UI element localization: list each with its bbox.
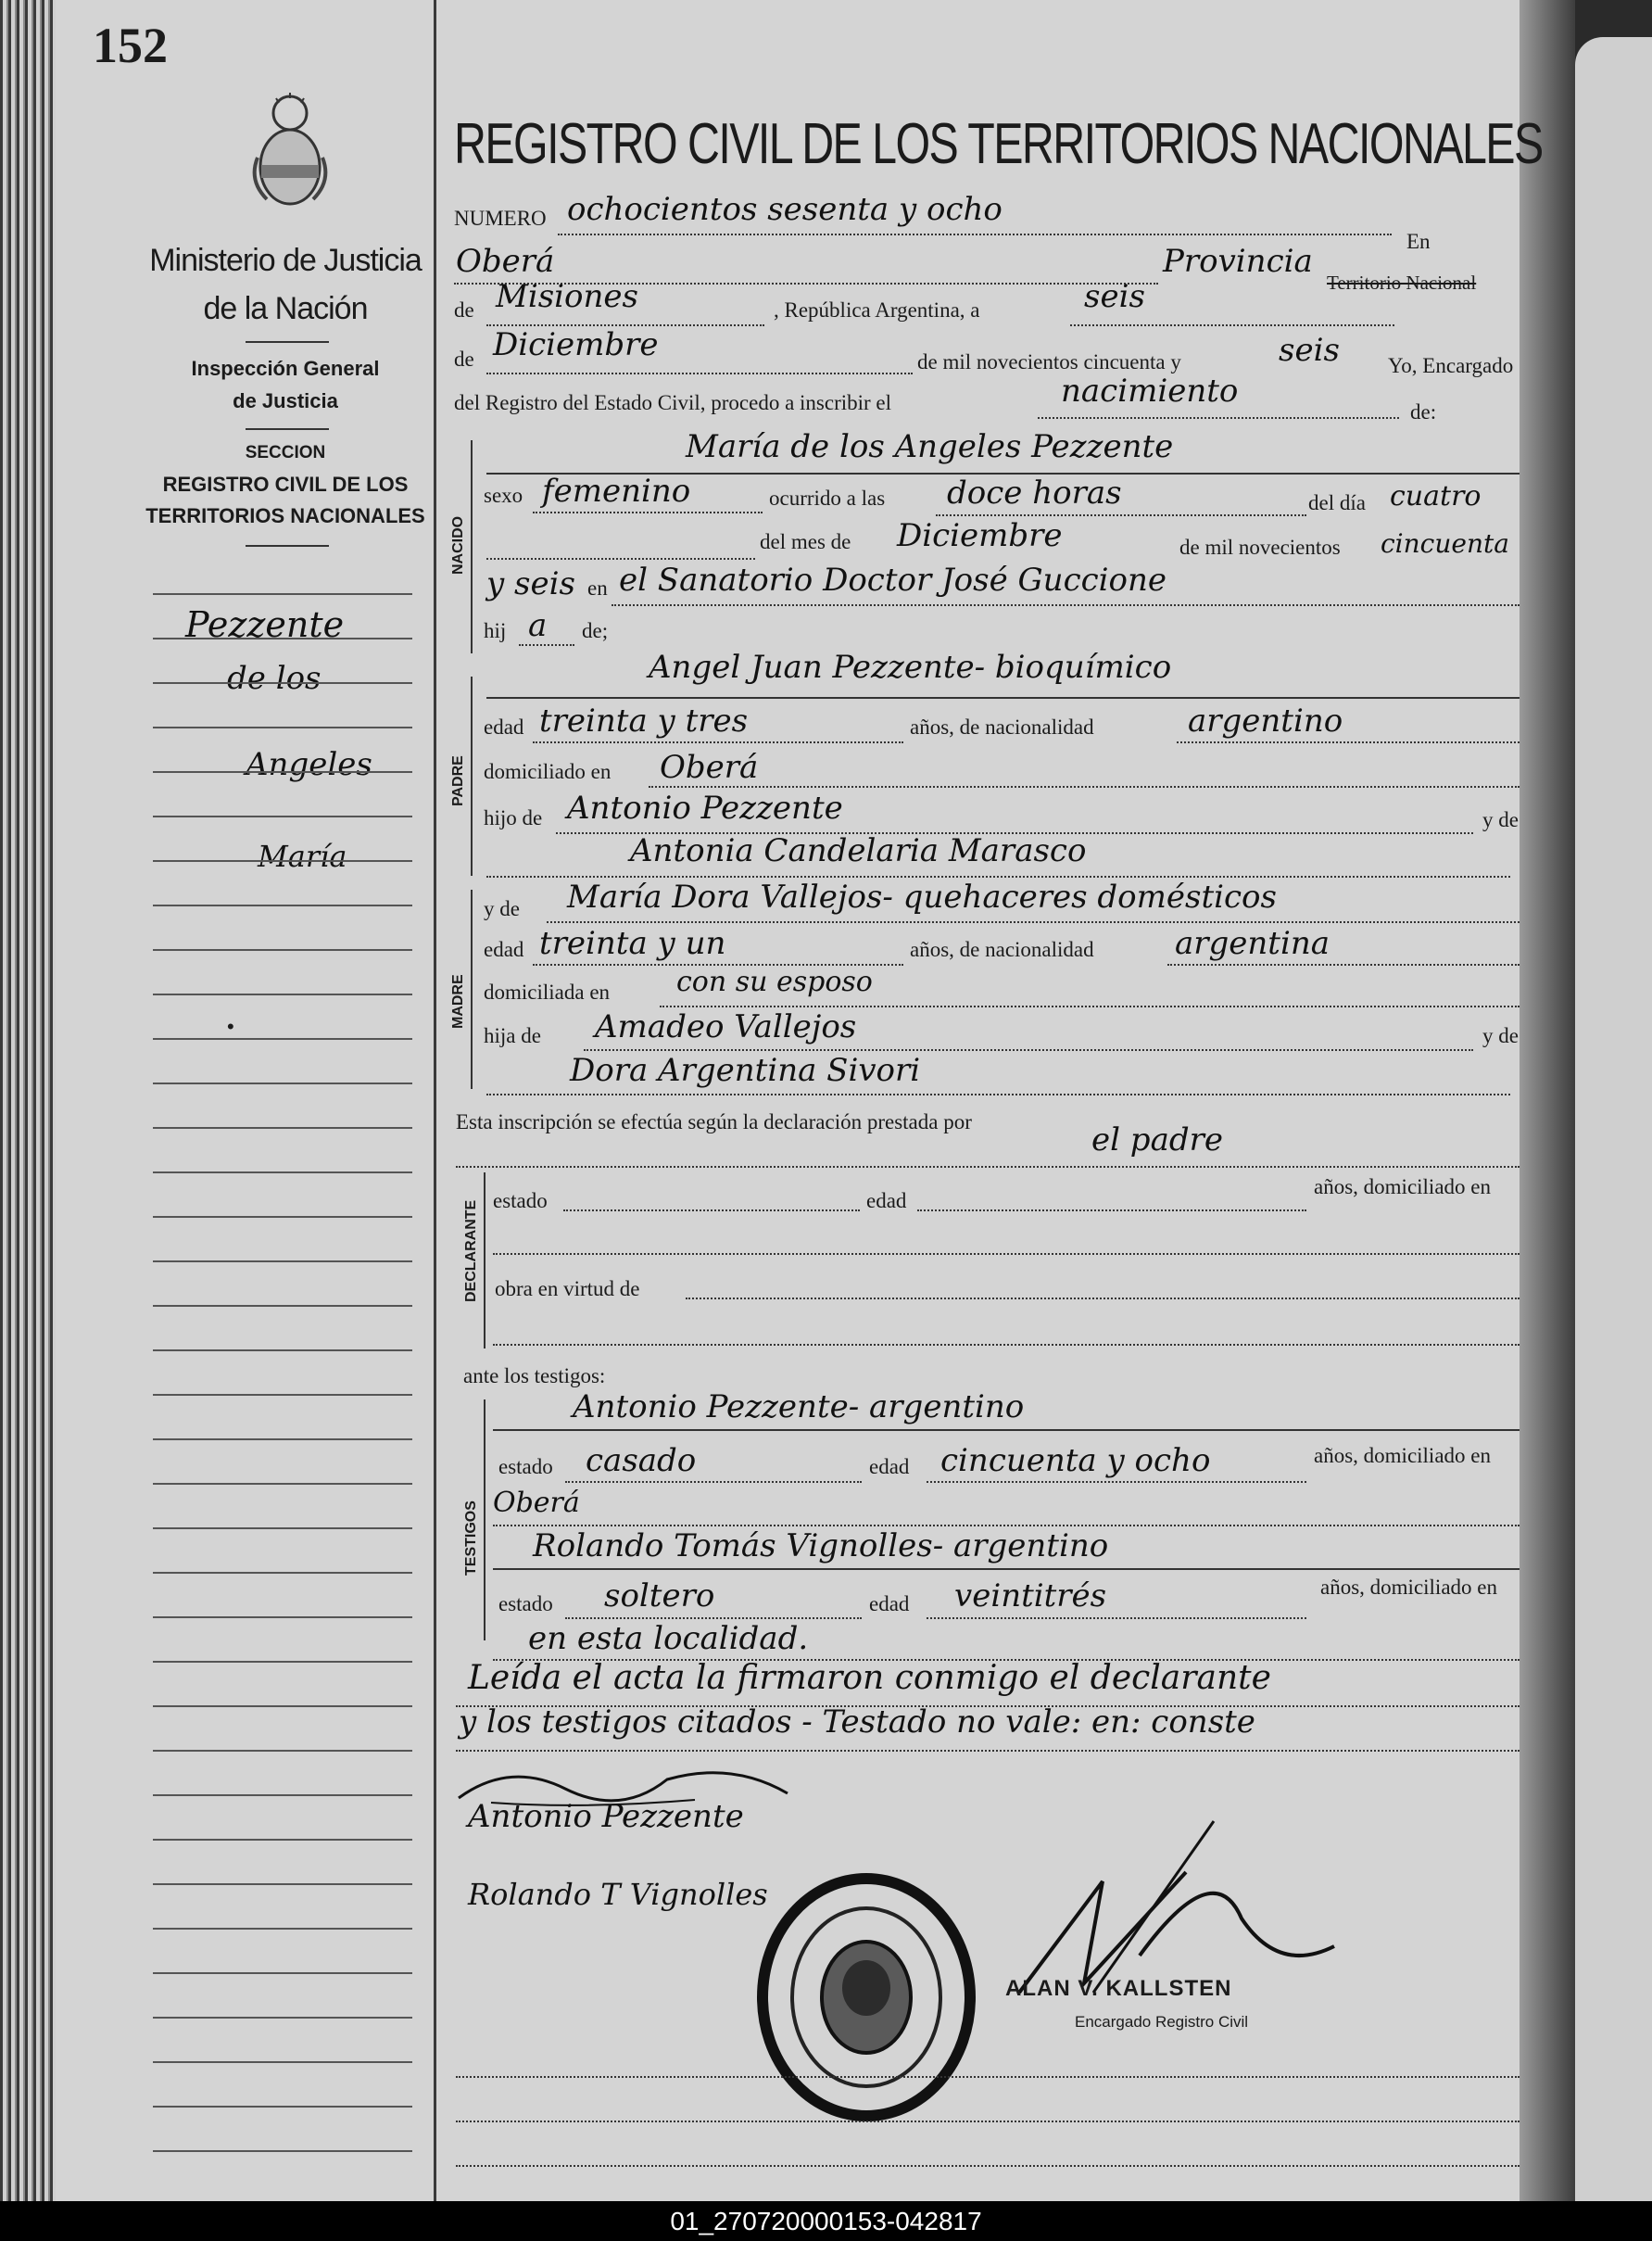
testigo1: Antonio Pezzente- argentino xyxy=(573,1388,1025,1425)
testigos-bracket xyxy=(484,1399,486,1640)
madre-nombre-rule xyxy=(547,921,1520,923)
dia-rule xyxy=(1070,324,1394,326)
official-stamp xyxy=(755,1872,977,2122)
sidebar-rule-line xyxy=(153,771,412,774)
padre-nac: argentino xyxy=(1188,703,1343,740)
sidebar-rule-line xyxy=(153,1572,412,1575)
padre-nac-label: años, de nacionalidad xyxy=(910,715,1094,739)
testigo2-rule xyxy=(493,1568,1520,1570)
de-label: de xyxy=(454,298,474,322)
t1-dom-rule xyxy=(493,1525,1520,1526)
sidebar-rule-line xyxy=(153,638,412,640)
hij-label: hij xyxy=(484,619,507,642)
anio-label: de mil novecientos cincuenta y xyxy=(917,350,1181,374)
declarante-bracket xyxy=(484,1172,486,1348)
padre-hijo-de-label: hijo de xyxy=(484,806,543,829)
sidebar-rule-line xyxy=(153,2017,412,2019)
sidebar-rule-line xyxy=(153,1260,412,1263)
deldia-label: del día xyxy=(1308,491,1366,514)
madre-edad: treinta y un xyxy=(539,925,726,962)
section-line1: REGISTRO CIVIL DE LOS xyxy=(162,473,409,496)
ministry-line1: Ministerio de Justicia xyxy=(149,243,422,278)
image-caption: 01_270720000153-042817 xyxy=(0,2201,1652,2241)
sidebar-rule-line xyxy=(153,1171,412,1174)
testigo1-edad: cincuenta y ocho xyxy=(940,1442,1211,1479)
sidebar-rule-line xyxy=(153,816,412,818)
section-label: SECCION xyxy=(245,443,326,462)
margin-note-2: de los xyxy=(227,660,322,697)
obra-label: obra en virtud de xyxy=(495,1277,640,1300)
sidebar-rule-line xyxy=(153,1038,412,1041)
obra-rule-2 xyxy=(493,1344,1520,1346)
sidebar-rule-line xyxy=(153,1083,412,1085)
t1-estado-rule xyxy=(565,1481,862,1483)
padre-madre-rule xyxy=(486,876,1510,878)
dia-nac-value: cuatro xyxy=(1390,480,1482,513)
en2-label: en xyxy=(587,576,608,600)
inspection-line2: de Justicia xyxy=(233,389,338,412)
decl-dom-rule xyxy=(493,1253,1520,1255)
sidebar-rule-line xyxy=(153,1661,412,1664)
hij-rule xyxy=(519,644,574,646)
padre-dom-rule xyxy=(649,786,1520,788)
delmes-label: del mes de xyxy=(760,530,851,553)
de3-label: de; xyxy=(582,619,609,642)
numero-label: NUMERO xyxy=(454,207,547,230)
ministry-line2: de la Nación xyxy=(203,291,368,326)
nacido-bracket xyxy=(471,440,473,653)
sidebar-rule-line xyxy=(153,1483,412,1486)
sidebar-rule-3 xyxy=(246,545,329,547)
decl-edad-rule xyxy=(917,1209,1306,1211)
madre-madre: Dora Argentina Sivori xyxy=(570,1052,921,1089)
hora-rule xyxy=(936,514,1306,516)
padre-bracket xyxy=(471,677,473,876)
numero-rule xyxy=(558,234,1392,235)
sidebar-rule-line xyxy=(153,1972,412,1975)
de-mes-label: de xyxy=(454,348,474,371)
provincia-value: Provincia xyxy=(1163,243,1313,280)
sidebar-rule-line xyxy=(153,860,412,863)
coat-of-arms-icon xyxy=(248,93,332,209)
testigo2-estado: soltero xyxy=(604,1577,715,1614)
obra-rule xyxy=(686,1298,1520,1299)
mes-nac-value: Diciembre xyxy=(897,517,1063,554)
padre-dom: Oberá xyxy=(660,749,759,786)
closing-line-1: Leída el acta la firmaron conmigo el declarante xyxy=(468,1659,1271,1697)
signature-1: Antonio Pezzente xyxy=(468,1798,744,1835)
footer-rule-line xyxy=(456,2076,1520,2078)
sidebar-rule-line xyxy=(153,727,412,729)
sidebar-rule-line xyxy=(153,994,412,996)
sidebar-rule-line xyxy=(153,1928,412,1931)
acto-value: nacimiento xyxy=(1061,373,1239,410)
sidebar-rule-line xyxy=(153,2061,412,2064)
sidebar-rule-line xyxy=(153,1839,412,1842)
sidebar-rule-line xyxy=(153,1349,412,1352)
sidebar-rule-line xyxy=(153,1527,412,1530)
madre-nac: argentina xyxy=(1175,925,1330,962)
yo-label: Yo, Encargado xyxy=(1388,354,1514,377)
declarante-tag: DECLARANTE xyxy=(463,1199,479,1302)
testigo1-rule xyxy=(493,1429,1520,1431)
sexo-label: sexo xyxy=(484,484,523,507)
closing-line-2: y los testigos citados - Testado no vale: en: conste xyxy=(459,1703,1255,1741)
register-title: REGISTRO CIVIL DE LOS TERRITORIOS NACIONALES xyxy=(454,112,1543,176)
sidebar-rule-line xyxy=(153,949,412,952)
anio-nac-value2: y seis xyxy=(486,565,575,602)
provincia-name: Misiones xyxy=(496,278,638,315)
blank-rule xyxy=(486,558,755,560)
sidebar-rule-line xyxy=(153,2150,412,2153)
sidebar-rule-line xyxy=(153,1394,412,1397)
padre-edad: treinta y tres xyxy=(539,703,749,740)
madre-dom: con su esposo xyxy=(676,966,873,998)
nombre-value: María de los Angeles Pezzente xyxy=(686,428,1174,465)
madre-dom-label: domiciliada en xyxy=(484,981,611,1004)
margin-note-1: Pezzente xyxy=(185,604,345,645)
registro-label: del Registro del Estado Civil, procedo a inscribir el xyxy=(454,391,892,414)
t1-edad-rule xyxy=(927,1481,1306,1483)
section-line2: TERRITORIOS NACIONALES xyxy=(145,504,425,527)
sexo-rule xyxy=(533,512,763,513)
testigo2-dom: en esta localidad. xyxy=(528,1620,809,1657)
territorio-label: Territorio Nacional xyxy=(1327,272,1477,294)
binding-shadow xyxy=(1520,0,1575,2201)
margin-dot: • xyxy=(227,1015,234,1038)
inscripcion-label: Esta inscripción se efectúa según la declaración prestada por xyxy=(456,1110,972,1133)
inspection-line1: Inspección General xyxy=(191,357,380,380)
decl-estado-label: estado xyxy=(493,1189,548,1212)
de2-label: de: xyxy=(1410,400,1437,424)
testigo2: Rolando Tomás Vignolles- argentino xyxy=(533,1527,1109,1564)
mes-rule xyxy=(486,373,913,374)
sidebar-rule-line xyxy=(153,1438,412,1441)
dia-value: seis xyxy=(1084,278,1145,315)
lugar-nac-value: el Sanatorio Doctor José Guccione xyxy=(619,562,1167,599)
mes-value: Diciembre xyxy=(493,326,659,363)
t1-edad-label: edad xyxy=(869,1455,910,1478)
sidebar-rule-line xyxy=(153,1794,412,1797)
madre-nac-label: años, de nacionalidad xyxy=(910,938,1094,961)
t2-estado-rule xyxy=(565,1617,862,1619)
lugar-value: Oberá xyxy=(456,243,555,280)
madre-hija-de-label: hija de xyxy=(484,1024,541,1047)
margin-note-3: Angeles xyxy=(246,746,372,783)
decl-estado-rule xyxy=(563,1209,860,1211)
t2-edad-rule xyxy=(927,1617,1306,1619)
padre-y-de-label: y de xyxy=(1482,808,1519,831)
hij-value: a xyxy=(528,607,548,644)
sidebar-rule-line xyxy=(153,905,412,907)
padre-edad-rule xyxy=(533,741,903,743)
madre-y-de-label: y de xyxy=(484,897,520,920)
padre-nac-rule xyxy=(1177,741,1520,743)
t2-anos-dom-label: años, domiciliado en xyxy=(1320,1576,1497,1599)
acto-rule xyxy=(1038,417,1399,419)
column-divider xyxy=(434,0,436,2201)
ocurrido-label: ocurrido a las xyxy=(769,487,886,510)
officer-name: ALAN V. KALLSTEN xyxy=(1005,1976,1232,2001)
madre-nac-rule xyxy=(1167,964,1520,966)
madre-bracket xyxy=(471,890,473,1089)
testigos-tag: TESTIGOS xyxy=(463,1500,479,1576)
sidebar-rule-2 xyxy=(246,428,329,430)
padre-padre: Antonio Pezzente xyxy=(567,790,843,827)
padre-madre: Antonia Candelaria Marasco xyxy=(630,832,1087,869)
testigo1-dom: Oberá xyxy=(493,1487,580,1519)
sidebar-rule-line xyxy=(153,1616,412,1619)
hora-value: doce horas xyxy=(947,475,1122,512)
signature-2: Rolando T Vignolles xyxy=(468,1877,768,1912)
madre-padre-rule xyxy=(584,1049,1473,1051)
padre-dom-label: domiciliado en xyxy=(484,760,612,783)
sidebar-rule-line xyxy=(153,1883,412,1886)
numero-value: ochocientos sesenta y ocho xyxy=(567,191,1003,228)
declarante-rule xyxy=(456,1166,1520,1168)
nacido-tag: NACIDO xyxy=(450,515,466,575)
sidebar-rule-line xyxy=(153,593,412,596)
sidebar-rule-line xyxy=(153,1216,412,1219)
milnov-label: de mil novecientos xyxy=(1179,536,1341,559)
madre-tag: MADRE xyxy=(450,974,466,1029)
officer-title: Encargado Registro Civil xyxy=(1075,2013,1249,2031)
sidebar-rule-1 xyxy=(246,341,329,343)
sidebar-rule-line xyxy=(153,1750,412,1753)
footer-rule-line xyxy=(456,2165,1520,2167)
t1-anos-dom-label: años, domiciliado en xyxy=(1314,1444,1491,1467)
sidebar-rule-line xyxy=(153,1127,412,1130)
en-label: En xyxy=(1406,230,1431,253)
declarante-value: el padre xyxy=(1091,1121,1223,1158)
padre-nombre-rule xyxy=(486,697,1520,699)
anio-value: seis xyxy=(1279,332,1340,369)
padre-tag: PADRE xyxy=(450,755,466,806)
lugar-nac-rule xyxy=(612,604,1520,606)
madre-madre-rule xyxy=(486,1094,1510,1095)
madre-edad-label: edad xyxy=(484,938,524,961)
madre-y-de-label2: y de xyxy=(1482,1024,1519,1047)
sidebar-rule-line xyxy=(153,1305,412,1308)
sidebar-rule-line xyxy=(153,2106,412,2108)
officer-signature xyxy=(1001,1817,1353,2002)
testigo1-estado: casado xyxy=(586,1442,697,1479)
testigos-label: ante los testigos: xyxy=(463,1364,606,1387)
republica-label: , República Argentina, a xyxy=(774,298,980,322)
sexo-value: femenino xyxy=(542,473,691,510)
sidebar-rule-line xyxy=(153,1705,412,1708)
t2-estado-label: estado xyxy=(498,1592,553,1615)
madre-nombre: María Dora Vallejos- quehaceres domésticos xyxy=(567,879,1277,916)
madre-padre: Amadeo Vallejos xyxy=(595,1008,857,1045)
anio-nac-value: cincuenta xyxy=(1381,528,1509,559)
margin-note-4: María xyxy=(258,839,347,874)
facing-page-edge xyxy=(1575,37,1652,2201)
padre-nombre: Angel Juan Pezzente- bioquímico xyxy=(649,649,1172,686)
testigo2-edad: veintitrés xyxy=(954,1577,1107,1614)
sidebar-rule-line xyxy=(153,682,412,685)
madre-dom-rule xyxy=(660,1006,1520,1007)
t2-edad-label: edad xyxy=(869,1592,910,1615)
footer-rule-line xyxy=(456,2121,1520,2122)
page-number: 152 xyxy=(93,18,168,73)
decl-anos-dom-label: años, domiciliado en xyxy=(1314,1175,1491,1198)
decl-edad-label: edad xyxy=(866,1189,907,1212)
padre-edad-label: edad xyxy=(484,715,524,739)
t1-estado-label: estado xyxy=(498,1455,553,1478)
